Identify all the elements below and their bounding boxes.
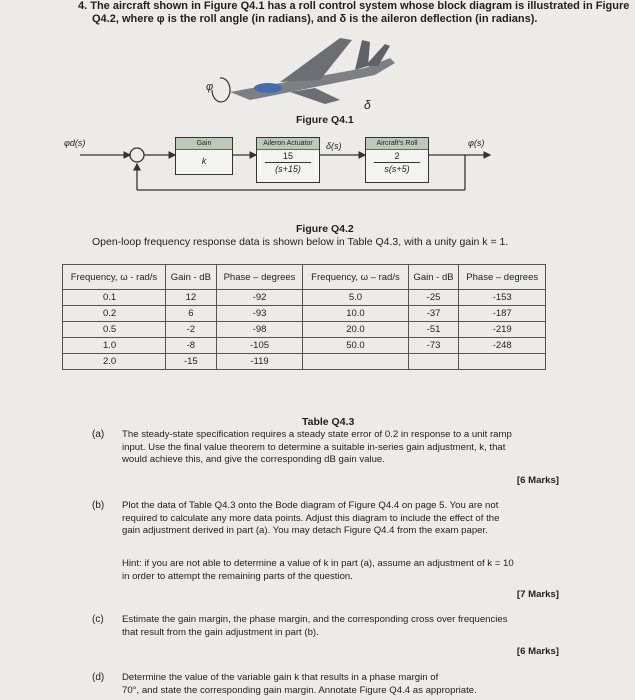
- part-c-text: [122, 614, 582, 639]
- part-b-hint: [122, 558, 582, 583]
- table-cell: 6: [165, 306, 216, 322]
- actuator-fraction-bar: [265, 162, 311, 163]
- table-cell: -8: [165, 338, 216, 354]
- table-cell: -93: [216, 306, 303, 322]
- part-a-line: The steady-state specification requires a steady state error of 0.2 in response to a unit ramp: [122, 429, 512, 440]
- table-cell: 5.0: [303, 290, 408, 306]
- roll-numerator: 2: [394, 151, 400, 161]
- part-c-marks: [6 Marks]: [516, 646, 559, 657]
- table-header: Frequency, ω - rad/s: [63, 265, 166, 290]
- actuator-numerator: 15: [282, 151, 293, 161]
- table-row: [63, 354, 546, 370]
- table-cell: -248: [459, 338, 546, 354]
- part-a-line: input. Use the final value theorem to determine a suitable in-series gain adjustment, k, that: [122, 441, 506, 453]
- part-a-line: would achieve this, and give the corresponding dB gain value.: [122, 454, 385, 465]
- delta-signal-label: δ(s): [326, 141, 342, 151]
- part-b-hint-line: in order to attempt the remaining parts of the question.: [122, 570, 353, 582]
- table-cell: -105: [216, 338, 303, 354]
- frequency-response-table: [62, 264, 546, 370]
- output-label: φ(s): [468, 138, 485, 148]
- table-caption: Table Q4.3: [302, 416, 355, 428]
- figure-q41-label: Figure Q4.1: [296, 114, 354, 126]
- table-cell: -187: [459, 306, 546, 322]
- table-cell: 10.0: [303, 306, 408, 322]
- table-cell: -37: [408, 306, 459, 322]
- part-d-letter: (d): [92, 672, 105, 683]
- table-cell: 20.0: [303, 322, 408, 338]
- table-cell: -73: [408, 338, 459, 354]
- table-header-row: [63, 265, 546, 290]
- table-cell: [459, 354, 546, 370]
- part-d-line: Determine the value of the variable gain k that results in a phase margin of: [122, 672, 439, 683]
- roll-fraction-bar: [374, 162, 420, 163]
- table-cell: 0.2: [63, 306, 166, 322]
- aircraft-illustration: [190, 30, 420, 112]
- table-cell: [408, 354, 459, 370]
- part-b-hint-line: Hint: if you are not able to determine a value of k in part (a), assume an adjustment of k = 10: [122, 558, 514, 569]
- part-c-line: that result from the gain adjustment in part (b).: [122, 626, 319, 638]
- delta-symbol: δ: [364, 98, 371, 112]
- part-c-line: Estimate the gain margin, the phase margin, and the corresponding cross over frequencies: [122, 614, 508, 625]
- table-cell: [303, 354, 408, 370]
- table-cell: 50.0: [303, 338, 408, 354]
- roll-arrow-icon: [212, 78, 230, 102]
- actuator-block: [256, 137, 320, 183]
- table-cell: 12: [165, 290, 216, 306]
- table-row: [63, 338, 546, 354]
- table-header: Gain - dB: [165, 265, 216, 290]
- table-cell: 1.0: [63, 338, 166, 354]
- table-cell: -15: [165, 354, 216, 370]
- part-a-text: [122, 429, 582, 467]
- roll-block: [365, 137, 429, 183]
- table-cell: -153: [459, 290, 546, 306]
- figure-q42-label: Figure Q4.2: [296, 223, 354, 235]
- part-b-line: Plot the data of Table Q4.3 onto the Bode diagram of Figure Q4.4 on page 5. You are not: [122, 500, 499, 511]
- intro-text: Open-loop frequency response data is shown below in Table Q4.3, with a unity gain k = 1.: [92, 236, 509, 248]
- table-cell: -25: [408, 290, 459, 306]
- table-header: Gain - dB: [408, 265, 459, 290]
- table-row: [63, 306, 546, 322]
- part-b-line: gain adjustment derived in part (a). You may detach Figure Q4.4 from the exam paper.: [122, 525, 488, 536]
- part-c-letter: (c): [92, 614, 104, 625]
- roll-denominator: s(s+5): [384, 164, 410, 174]
- phi-symbol: φ: [206, 81, 214, 93]
- roll-block-title: Aircraft's Roll: [366, 138, 428, 150]
- summing-junction: [130, 148, 144, 162]
- actuator-block-title: Aileron Actuator: [257, 138, 319, 150]
- part-b-marks: [7 Marks]: [516, 589, 559, 600]
- gain-block-title: Gain: [176, 138, 232, 150]
- table-cell: -98: [216, 322, 303, 338]
- part-b-line: required to calculate any more data points. Adjust this diagram to include the effect of the: [122, 512, 500, 524]
- table-cell: 0.5: [63, 322, 166, 338]
- gain-block-expr: k: [201, 156, 207, 166]
- canopy-shape: [254, 83, 282, 93]
- question-header-line1: 4. The aircraft shown in Figure Q4.1 has a roll control system whose block diagram is illustrated in Figure: [78, 0, 630, 12]
- table-cell: -2: [165, 322, 216, 338]
- question-header-line2: Q4.2, where φ is the roll angle (in radians), and δ is the aileron deflection (in radians).: [92, 13, 538, 25]
- table-cell: -51: [408, 322, 459, 338]
- part-a-letter: (a): [92, 429, 105, 440]
- table-row: [63, 290, 546, 306]
- input-label: φd(s): [64, 138, 86, 148]
- part-b-letter: (b): [92, 500, 105, 511]
- table-header: Phase – degrees: [216, 265, 303, 290]
- table-cell: -219: [459, 322, 546, 338]
- table-row: [63, 322, 546, 338]
- gain-block: [175, 137, 233, 175]
- table-cell: -92: [216, 290, 303, 306]
- table-header: Frequency, ω – rad/s: [303, 265, 408, 290]
- part-d-text: [122, 672, 592, 697]
- part-d-line: 70°, and state the corresponding gain margin. Annotate Figure Q4.4 as appropriate.: [122, 684, 477, 696]
- table-header: Phase – degrees: [459, 265, 546, 290]
- part-b-text: [122, 500, 582, 538]
- part-a-marks: [6 Marks]: [516, 475, 559, 486]
- table-cell: 2.0: [63, 354, 166, 370]
- table-cell: -119: [216, 354, 303, 370]
- actuator-denominator: (s+15): [275, 164, 301, 174]
- table-cell: 0.1: [63, 290, 166, 306]
